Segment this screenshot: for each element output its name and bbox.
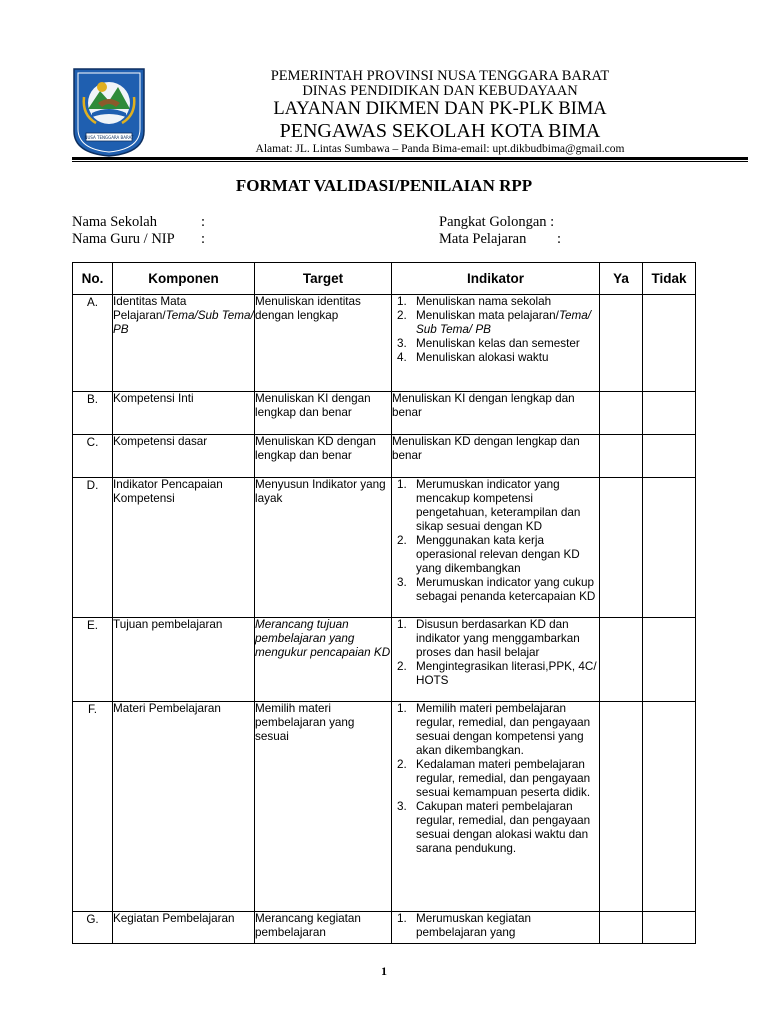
letterhead-line-supervisor: PENGAWAS SEKOLAH KOTA BIMA	[279, 120, 601, 142]
indicator-item: 1. Memilih materi pembelajaran regular, remedial, dan pengayaan sesuai dengan kompetensi yang akan dikembangkan.	[397, 702, 591, 757]
letterhead-address: Alamat: JL. Lintas Sumbawa – Panda Bima-email: upt.dikbudbima@gmail.com	[255, 143, 625, 155]
row-komponen	[113, 295, 255, 392]
row-komponen: Indikator Pencapaian Kompetensi	[113, 478, 255, 618]
row-indikator	[392, 912, 600, 944]
checkbox-ya[interactable]	[600, 478, 643, 618]
letterhead-line-service: LAYANAN DIKMEN DAN PK-PLK BIMA	[273, 99, 607, 119]
provincial-logo	[72, 67, 146, 157]
header-ya: Ya	[600, 263, 643, 295]
indicator-item: 3. Cakupan materi pembelajaran regular, remedial, dan pengayaan sesuai dengan alokasi waktu dan sarana pendukung.	[397, 800, 591, 855]
row-komponen: Kompetensi Inti	[113, 392, 255, 435]
row-indikator	[392, 478, 600, 618]
indicator-item: 4. Menuliskan alokasi waktu	[397, 351, 549, 364]
checkbox-ya[interactable]	[600, 435, 643, 478]
indicator-item: 1. Disusun berdasarkan KD dan indikator yang menggambarkan proses dan hasil belajar	[397, 618, 580, 659]
row-indikator	[392, 295, 600, 392]
indicator-item: 2. Menuliskan mata pelajaran/Tema/ Sub Tema/ PB	[397, 309, 591, 336]
row-indikator	[392, 702, 600, 912]
colon: :	[201, 214, 206, 230]
label-nama-sekolah: Nama Sekolah	[72, 214, 157, 230]
letterhead-line-department: DINAS PENDIDIKAN DAN KEBUDAYAAN	[302, 83, 578, 99]
checkbox-ya[interactable]	[600, 702, 643, 912]
row-komponen: Kompetensi dasar	[113, 435, 255, 478]
komponen-text: Identitas Mata Pelajaran/	[113, 295, 187, 322]
checkbox-tidak[interactable]	[643, 702, 696, 912]
header-komponen: Komponen	[113, 263, 255, 295]
field-mata-pelajaran	[439, 231, 639, 248]
row-komponen: Materi Pembelajaran	[113, 702, 255, 912]
row-no: E.	[73, 618, 113, 702]
checkbox-ya[interactable]	[600, 912, 643, 944]
header-indikator: Indikator	[392, 263, 600, 295]
indicator-item: 3. Merumuskan indicator yang cukup sebagai penanda ketercapaian KD	[397, 576, 596, 603]
label-pangkat-golongan: Pangkat Golongan :	[439, 214, 555, 230]
page-number: 1	[381, 964, 387, 978]
table-row	[73, 702, 696, 912]
field-nama-sekolah	[72, 214, 272, 231]
row-target: Menuliskan KD dengan lengkap dan benar	[255, 435, 392, 478]
header-target: Target	[255, 263, 392, 295]
row-no: D.	[73, 478, 113, 618]
table-row	[73, 435, 696, 478]
row-indikator: Menuliskan KD dengan lengkap dan benar	[392, 435, 600, 478]
field-nama-guru	[72, 231, 272, 248]
table-header-row	[73, 263, 696, 295]
table-row	[73, 392, 696, 435]
header-tidak: Tidak	[643, 263, 696, 295]
row-target: Menuliskan identitas dengan lengkap	[255, 295, 392, 392]
indicator-item: 1. Menuliskan nama sekolah	[397, 295, 552, 308]
row-indikator: Menuliskan KI dengan lengkap dan benar	[392, 392, 600, 435]
checkbox-tidak[interactable]	[643, 435, 696, 478]
komponen-text-italic: Tema/Sub Tema/ PB	[113, 309, 254, 336]
rpp-validation-table	[72, 262, 696, 944]
indicator-item: 2. Mengintegrasikan literasi,PPK, 4C/ HOTS	[397, 660, 597, 687]
row-no: F.	[73, 702, 113, 912]
indicator-item: 2. Menggunakan kata kerja operasional relevan dengan KD yang dikembangkan	[397, 534, 580, 575]
document-title: FORMAT VALIDASI/PENILAIAN RPP	[235, 176, 533, 195]
checkbox-tidak[interactable]	[643, 618, 696, 702]
row-target: Menuliskan KI dengan lengkap dan benar	[255, 392, 392, 435]
logo-banner-text: NUSA TENGGARA BARAT	[84, 135, 134, 140]
letterhead-divider-thin	[72, 161, 748, 162]
checkbox-ya[interactable]	[600, 295, 643, 392]
row-target: Menyusun Indikator yang layak	[255, 478, 392, 618]
indicator-item: 2. Kedalaman materi pembelajaran regular, remedial, dan pengayaan sesuai kemampuan peserta didik.	[397, 758, 591, 799]
row-no: B.	[73, 392, 113, 435]
row-no: A.	[73, 295, 113, 392]
indicator-item: 1. Merumuskan kegiatan pembelajaran yang	[397, 912, 531, 939]
row-no: G.	[73, 912, 113, 944]
checkbox-ya[interactable]	[600, 392, 643, 435]
table-row	[73, 618, 696, 702]
letterhead-line-province: PEMERINTAH PROVINSI NUSA TENGGARA BARAT	[270, 68, 610, 84]
row-indikator	[392, 618, 600, 702]
checkbox-ya[interactable]	[600, 618, 643, 702]
checkbox-tidak[interactable]	[643, 478, 696, 618]
colon: :	[201, 231, 206, 247]
indicator-item: 1. Merumuskan indicator yang mencakup kompetensi pengetahuan, keterampilan dan sikap sesuai dengan KD	[397, 478, 581, 533]
table-row	[73, 912, 696, 944]
label-mata-pelajaran: Mata Pelajaran	[439, 231, 527, 247]
label-nama-guru: Nama Guru / NIP	[72, 231, 175, 247]
letterhead-divider-thick	[72, 157, 748, 160]
row-target: Merancang tujuan pembelajaran yang mengukur pencapaian KD	[255, 618, 392, 702]
row-no: C.	[73, 435, 113, 478]
row-komponen: Tujuan pembelajaran	[113, 618, 255, 702]
header-no: No.	[73, 263, 113, 295]
checkbox-tidak[interactable]	[643, 295, 696, 392]
checkbox-tidak[interactable]	[643, 392, 696, 435]
field-pangkat-golongan	[439, 214, 639, 231]
row-target: Merancang kegiatan pembelajaran	[255, 912, 392, 944]
letterhead	[160, 69, 720, 155]
indicator-item: 3. Menuliskan kelas dan semester	[397, 337, 580, 350]
colon: :	[557, 231, 562, 247]
checkbox-tidak[interactable]	[643, 912, 696, 944]
row-komponen: Kegiatan Pembelajaran	[113, 912, 255, 944]
table-row	[73, 295, 696, 392]
table-row	[73, 478, 696, 618]
row-target: Memilih materi pembelajaran yang sesuai	[255, 702, 392, 912]
